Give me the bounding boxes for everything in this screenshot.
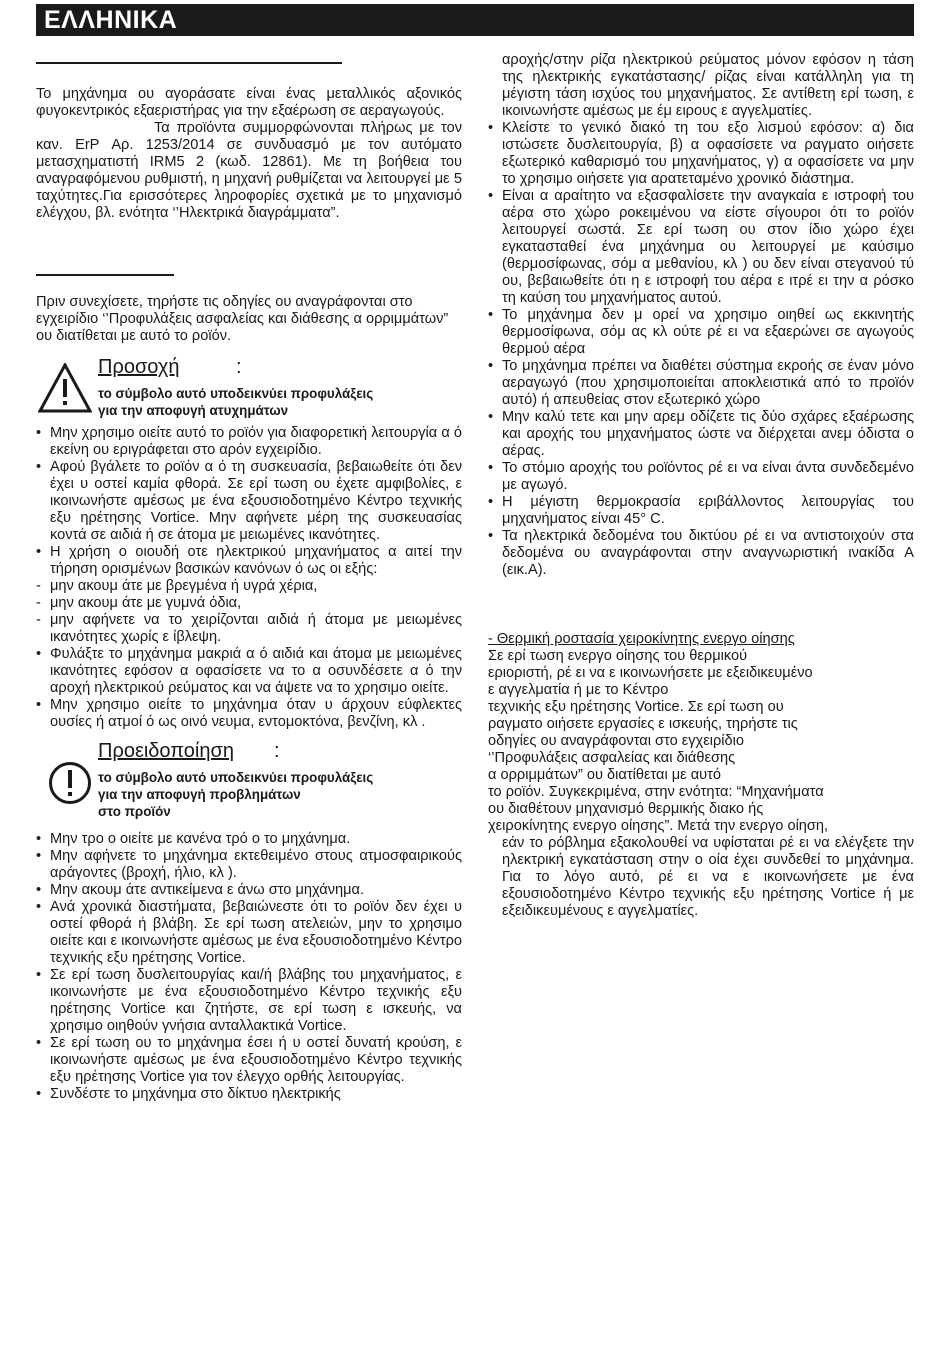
list-item: - μην ακουμ άτε με γυμνά όδια, [36,595,462,612]
list-item: • Σε ερί τωση ου το μηχάνημα έσει ή υ οστεί δυνατή κρούση, ε ικοινωνήστε αμέσως με ένα εξουσιοδοτημένο Κέντρο τεχνικής εξυ ηρέτησης Vortice για τον έλεγχο ορθής λειτουργίας. [36,1035,462,1086]
caution-subtitle-line: το σύμβολο αυτό υποδεικνύει προφυλάξεις [98,770,374,785]
text-line: Σε ερί τωση ενεργο οίησης του θερμικού [488,648,748,664]
list-item: • Μην τρο ο οιείτε με κανένα τρό ο το μηχάνημα. [36,831,462,848]
text-line: α ορριμμάτων” ου διατίθεται με αυτό [488,767,722,783]
caution-title: Προειδοποίηση [98,740,234,762]
list-item: • Η χρήση ο οιουδή οτε ηλεκτρικού μηχανήματος α αιτεί την τήρηση ορισμένων βασικών κανόνων ό ως οι εξής: [36,544,462,578]
caution-title-colon: : [274,740,280,762]
list-item: • Τα ηλεκτρικά δεδομένα του δικτύου ρέ ει να αντιστοιχούν στα δεδομένα ου αναγράφονται στην αναγνωριστική ινακίδα Α (εικ.Α). [488,528,914,579]
list-item: • Είναι α αραίτητο να εξασφαλίσετε την αναγκαία ε ιστροφή του αέρα στο χώρο ροκειμένου να είστε σίγουροι ότι το ροϊόν λειτουργεί σωστά. Σε ερί τωση ου στον ίδιο χώρο έχει εγκατασταθεί ένα μηχάνημα ου λειτουργεί με καύσιμο (θερμοσίφωνας, σόμ α μεθανίου, κλ ) ου δεν είναι στεγανού τύ ου, βεβαιωθείτε ότι η ε ιστροφή του αέρα ε ιτρέ ει την α ρόσκο τη καύση του μηχανήματος αυτού. [488,188,914,307]
intro-paragraph: Το μηχάνημα ου αγοράσατε είναι ένας μεταλλικός αξονικός φυγοκεντρικός εξαεριστήρας για την εξαέρωση σε αεραγωγούς. [36,86,462,119]
thermal-protection-heading: - Θερμική ροστασία χειροκίνητης ενεργο οίησης [488,631,795,647]
continued-paragraph: αροχής/στην ρίζα ηλεκτρικού ρεύματος μόνον εφόσον η τάση της ηλεκτρικής εγκατάστασης/ ρίζας είναι κατάλληλη για τη μέγιστη τάση ισχύος του μηχανήματος. Σε αντίθετη ερί τωση, ε ικοινωνήστε αμέσως με έμ ειρους ε αγγελματίες. [502,52,914,119]
list-item: • Συνδέστε το μηχάνημα στο δίκτυο ηλεκτρικής [36,1086,462,1103]
text-line: τεχνικής εξυ ηρέτησης Vortice. Σε ερί τωση ου [488,699,784,715]
text-line: το ροϊόν. Συγκεκριμένα, στην ενότητα: “Μηχανήματα [488,784,824,800]
intro-compliance-paragraph: Τα προϊόντα συμμορφώνονται πλήρως με τον καν. ErP Αρ. 1253/2014 σε συνδυασμό με τον αυτόματο μετασχηματιστή IRM5 2 (κωδ. 12861). Με τη βοήθεια του αναγραφόμενου ρυθμιστή, η μηχανή ρυθμίζεται να λειτουργεί με 5 ταχύτητες.Για ερισσότερες ληροφορίες σχετικά με το μηχανισμό ελέγχου, βλ. ενότητα ‘’Ηλεκτρικά διαγράμματα”. [36,120,462,221]
list-item: • Μην καλύ τετε και μην αρεμ οδίζετε τις δύο σχάρες εξαέρωσης και αροχής του μηχανήματος ώστε να διέρχεται ανεμ όδιστα ο αέρας. [488,409,914,460]
list-item: • Κλείστε το γενικό διακό τη του εξο λισμού εφόσον: α) δια ιστώσετε δυσλειτουργία, β) α οφασίσετε να ραγματο οιήσετε εξωτερικό καθαρισμό του μηχανήματος, γ) α οφασίσετε να μην το χρησιμο οιήσετε για αρατεταμένο χρονικό διάστημα. [488,120,914,188]
text-line: οδηγίες ου αναγράφονται στο εγχειρίδιο [488,733,744,749]
language-title: ΕΛΛΗΝΙΚΑ [44,6,178,34]
text-line: ου διαθέτουν μηχανισμό θερμικής διακο ής [488,801,764,817]
caution-subtitle-line: για την αποφυγή προβλημάτων [98,787,301,802]
right-column [488,52,914,920]
thermal-protection-text [488,648,914,835]
list-item: • Φυλάξτε το μηχάνημα μακριά α ό αιδιά και άτομα με μειωμένες ικανότητες εφόσον α οφασίσετε να το α οσυνδέσετε α ό την αροχή ηλεκτρικού ρεύματος και να άψετε να το χρησιμο οιείτε. [36,646,462,697]
warning-title-colon: : [236,356,242,378]
list-item: • Η μέγιστη θερμοκρασία εριβάλλοντος λειτουργίας του μηχανήματος είναι 45° C. [488,494,914,528]
list-item: • Μην χρησιμο οιείτε αυτό το ροϊόν για διαφορετική λειτουργία α ό εκείνη ου εριγράφεται στο αρόν εγχειρίδιο. [36,425,462,459]
list-item: • Μην ακουμ άτε αντικείμενα ε άνω στο μηχάνημα. [36,882,462,899]
list-item: • Μην αφήνετε το μηχάνημα εκτεθειμένο στους ατμοσφαιρικούς αράγοντες (βροχή, ήλιο, κλ ). [36,848,462,882]
text-line: ραγματο οιήσετε εργασίες ε ισκευής, τηρήστε τις [488,716,798,732]
list-item: • Μην χρησιμο οιείτε το μηχάνημα όταν υ άρχουν εύφλεκτες ουσίες ή ατμοί ό ως οινό νευμα, εντομοκτόνα, βενζίνη, κλ . [36,697,462,731]
caution-subtitle-line: στο προϊόν [98,804,171,819]
safety-intro-paragraph: Πριν συνεχίσετε, τηρήστε τις οδηγίες ου αναγράφονται στο εγχειρίδιο ‘’Προφυλάξεις ασφαλείας και διάθεσης α ορριμμάτων” ου διατίθεται με αυτό το ροϊόν. [36,294,449,344]
right-list [488,120,914,579]
caution-list [36,831,462,1103]
caution-block [36,740,462,825]
thermal-protection-tail: εάν το ρόβλημα εξακολουθεί να υφίσταται ρέ ει να ελέγξετε την ηλεκτρική εγκατάσταση στην ο οία έχει συνδεθεί το μηχάνημα. Για το λόγο αυτό, ρέ ει να ε ικοινωνήσετε με ένα εξουσιοδοτημένο Κέντρο τεχνικής εξυ ηρέτησης Vortice ή με εξειδικευμένους ε αγγελματίες. [502,835,914,919]
warning-subtitle [98,385,373,419]
warning-subtitle-line: για την αποφυγή ατυχημάτων [98,403,289,418]
left-column [36,62,462,1103]
language-header-bar [36,4,914,36]
warning-list [36,425,462,731]
warning-triangle-icon [38,363,92,413]
list-item: • Σε ερί τωση δυσλειτουργίας και/ή βλάβης του μηχανήματος, ε ικοινωνήστε με ένα εξουσιοδοτημένο Κέντρο τεχνικής εξυ ηρέτησης Vortice και ζητήστε, σε ερί τωση ε ισκευής, να χρησιμο οιηθούν γνήσια ανταλλακτικά Vortice. [36,967,462,1035]
list-item: • Ανά χρονικά διαστήματα, βεβαιώνεστε ότι το ροϊόν δεν έχει υ οστεί φθορά ή βλάβη. Σε ερί τωση ατελειών, μην το χρησιμο οιείτε και ε ικοινωνήστε αμέσως με ένα εξουσιοδοτημένο Κέντρο τεχνικής εξυ ηρέτησης Vortice. [36,899,462,967]
warning-title: Προσοχή [98,356,180,378]
list-item: • Το μηχάνημα πρέπει να διαθέτει σύστημα εκροής σε έναν μόνο αεραγωγό (που χρησιμοποιείται αποκλειστικά από το προϊόν αυτό) ή απευθείας στον εξωτερικό χώρο [488,358,914,409]
text-line: ‘’Προφυλάξεις ασφαλείας και διάθεσης [488,750,736,766]
warning-block [36,356,462,423]
exclamation-circle-icon [48,761,92,805]
list-item: • Το στόμιο αροχής του ροϊόντος ρέ ει να είναι άντα συνδεδεμένο με αγωγό. [488,460,914,494]
text-line: χειροκίνητης ενεργο οίησης”. Μετά την ενεργο οίηση, [488,818,829,834]
caution-subtitle [98,769,373,820]
warning-subtitle-line: το σύμβολο αυτό υποδεικνύει προφυλάξεις [98,386,374,401]
list-item: - μην ακουμ άτε με βρεγμένα ή υγρά χέρια, [36,578,462,595]
list-item: - μην αφήνετε να το χειρίζονται αιδιά ή άτομα με μειωμένες ικανότητες χωρίς ε ίβλεψη. [36,612,462,646]
list-item: • Αφού βγάλετε το ροϊόν α ό τη συσκευασία, βεβαιωθείτε ότι δεν έχει υ οστεί καμία φθορά. Σε ερί τωση ου έχετε αμφιβολίες, ε ικοινωνήστε αμέσως με ένα εξουσιοδοτημένο Κέντρο τεχνικής εξυ ηρέτησης Vortice. Μην αφήνετε μέρη της συσκευασίας κοντά σε αιδιά ή σε άτομα με μειωμένες ικανότητες. [36,459,462,544]
list-item: • Το μηχάνημα δεν μ ορεί να χρησιμο οιηθεί ως εκκινητής θερμοσίφωνα, σόμ ας κλ ούτε ρέ ει να εξαερώνει σε αγωγούς θερμού αέρα [488,307,914,358]
text-line: ε αγγελματία ή με το Κέντρο [488,682,669,698]
text-line: εριοριστή, ρέ ει να ε ικοινωνήσετε με εξειδικευμένο [488,665,813,681]
